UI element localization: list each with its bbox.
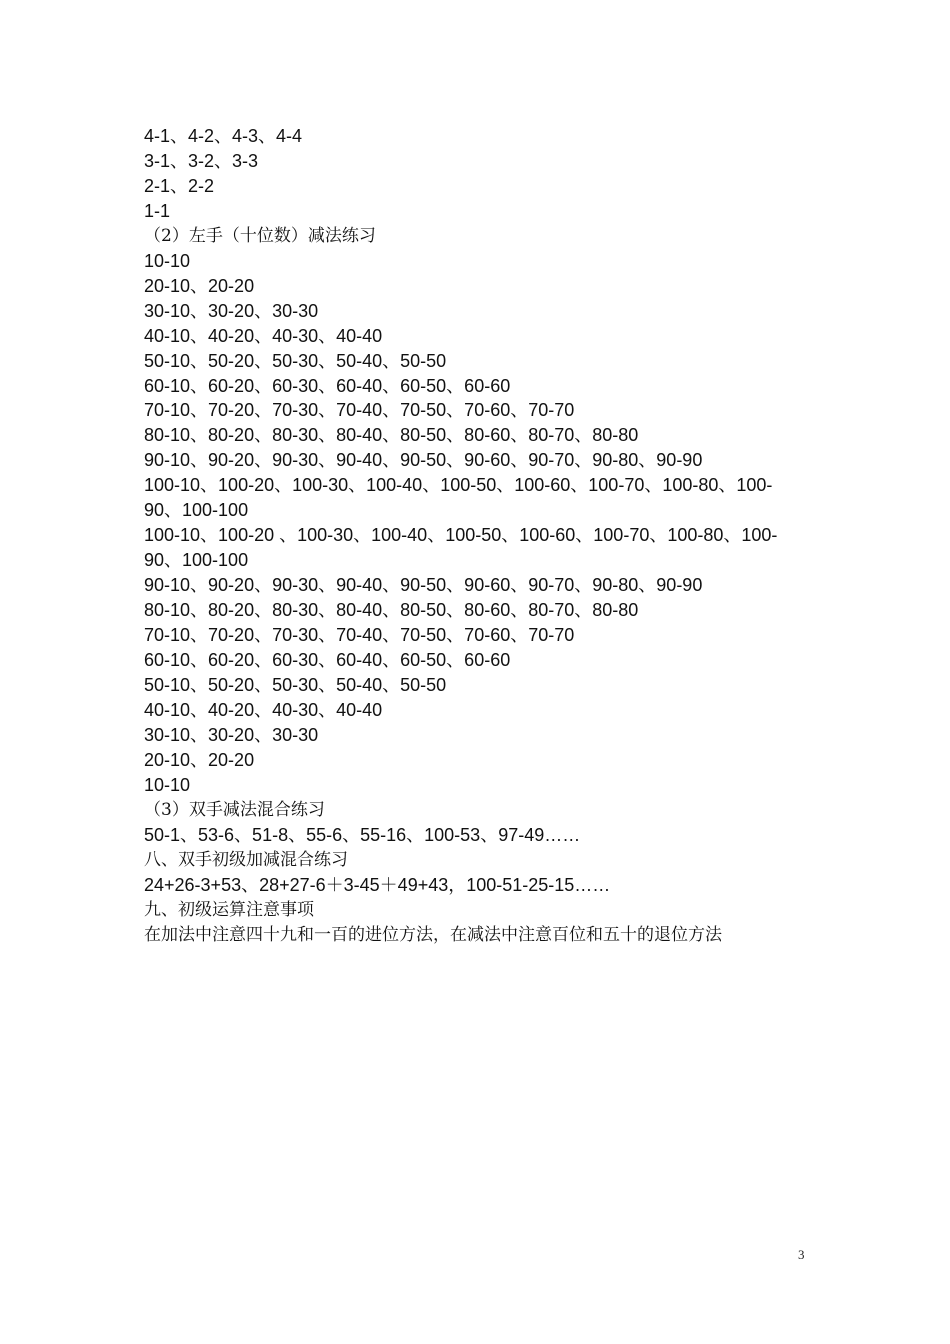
section-heading: 九、初级运算注意事项 bbox=[144, 899, 314, 920]
text-line: 3-1、3-2、3-3 bbox=[144, 150, 259, 171]
text-line: 24+26-3+53、28+27-6＋3-45＋49+43，100-51-25-15…… bbox=[144, 874, 611, 895]
section-heading: （3）双手减法混合练习 bbox=[144, 799, 325, 820]
text-line: 70-10、70-20、70-30、70-40、70-50、70-60、70-70 bbox=[144, 400, 575, 421]
text-line: 2-1、2-2 bbox=[144, 175, 215, 196]
text-line: 10-10 bbox=[144, 774, 191, 795]
text-line: 60-10、60-20、60-30、60-40、60-50、60-60 bbox=[144, 650, 511, 671]
section-heading: 八、双手初级加减混合练习 bbox=[144, 849, 348, 870]
page-number: 3 bbox=[798, 1247, 805, 1262]
section-heading: （2）左手（十位数）减法练习 bbox=[144, 225, 376, 246]
text-line: 1-1 bbox=[144, 200, 171, 221]
text-line: 20-10、20-20 bbox=[144, 275, 255, 296]
text-line: 20-10、20-20 bbox=[144, 749, 255, 770]
text-line: 90、100-100 bbox=[144, 500, 249, 521]
text-line: 4-1、4-2、4-3、4-4 bbox=[144, 126, 303, 146]
text-line: 50-10、50-20、50-30、50-40、50-50 bbox=[144, 674, 447, 695]
text-line: 50-10、50-20、50-30、50-40、50-50 bbox=[144, 350, 447, 371]
text-line: 40-10、40-20、40-30、40-40 bbox=[144, 699, 383, 720]
text-line: 90、100-100 bbox=[144, 550, 249, 571]
text-line: 80-10、80-20、80-30、80-40、80-50、80-60、80-70、80-80 bbox=[144, 425, 639, 446]
text-line: 10-10 bbox=[144, 250, 191, 271]
document-body bbox=[144, 124, 814, 947]
text-line: 在加法中注意四十九和一百的进位方法，在减法中注意百位和五十的退位方法 bbox=[144, 924, 722, 945]
text-line: 40-10、40-20、40-30、40-40 bbox=[144, 325, 383, 346]
text-line: 100-10、100-20 、100-30、100-40、100-50、100-60、100-70、100-80、100- bbox=[144, 525, 778, 546]
text-line: 30-10、30-20、30-30 bbox=[144, 724, 319, 745]
text-line: 100-10、100-20、100-30、100-40、100-50、100-60、100-70、100-80、100- bbox=[144, 475, 773, 496]
text-line: 60-10、60-20、60-30、60-40、60-50、60-60 bbox=[144, 375, 511, 396]
text-line: 50-1、53-6、51-8、55-6、55-16、100-53、97-49…… bbox=[144, 824, 581, 845]
text-line: 80-10、80-20、80-30、80-40、80-50、80-60、80-70、80-80 bbox=[144, 600, 639, 621]
text-line: 90-10、90-20、90-30、90-40、90-50、90-60、90-70、90-80、90-90 bbox=[144, 450, 703, 471]
text-line: 90-10、90-20、90-30、90-40、90-50、90-60、90-70、90-80、90-90 bbox=[144, 575, 703, 596]
text-line: 30-10、30-20、30-30 bbox=[144, 300, 319, 321]
text-line: 70-10、70-20、70-30、70-40、70-50、70-60、70-70 bbox=[144, 625, 575, 646]
